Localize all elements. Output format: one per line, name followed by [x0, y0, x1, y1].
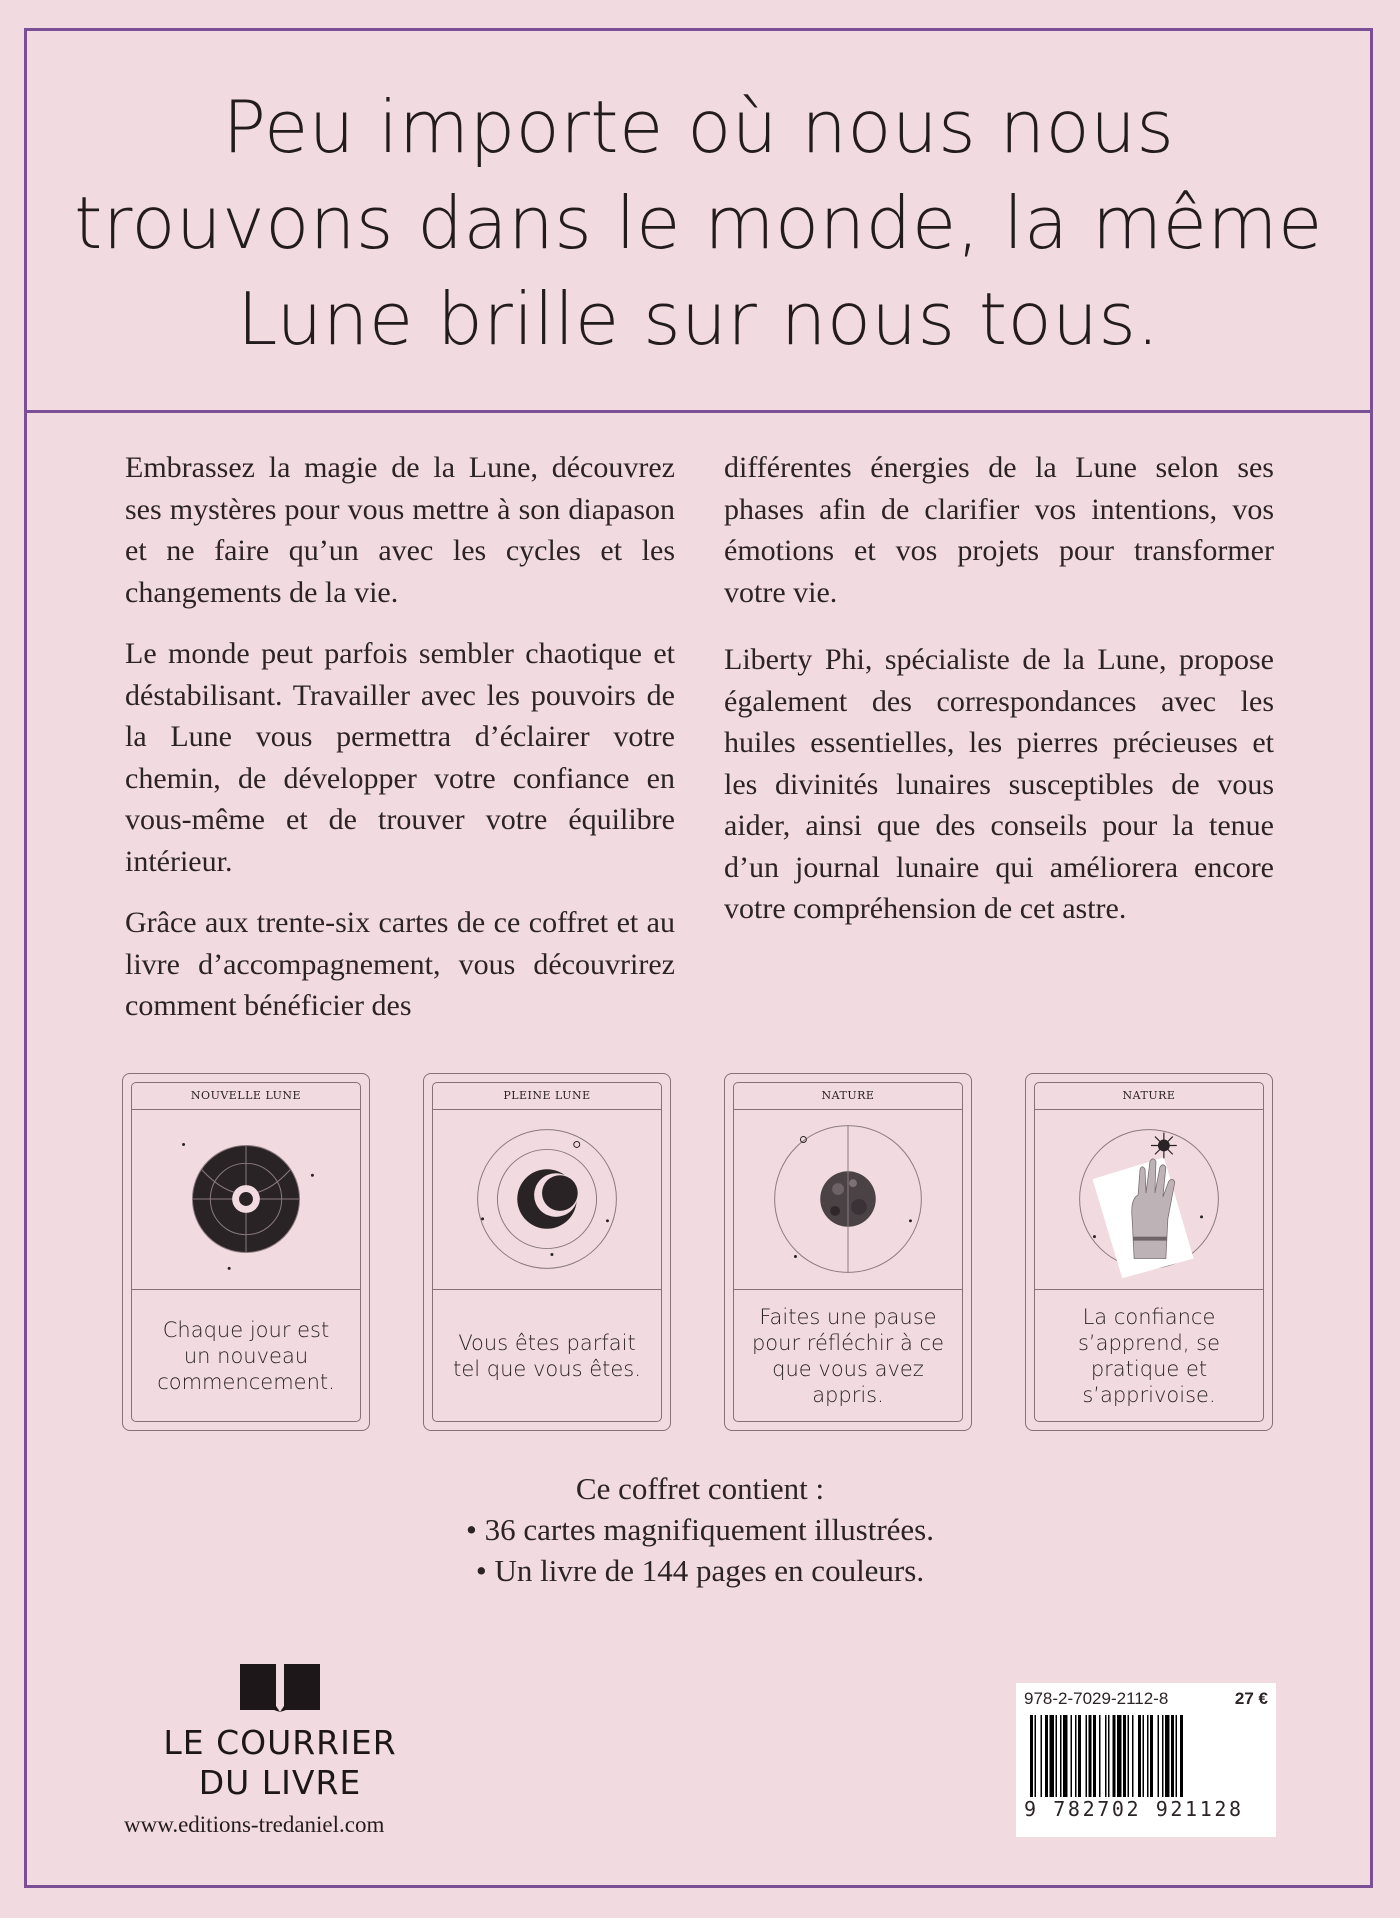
barcode-bar [1035, 1715, 1037, 1797]
barcode-bar [1089, 1715, 1092, 1797]
card-inner [733, 1082, 963, 1422]
barcode-box [1016, 1683, 1276, 1837]
box-contents [0, 1468, 1400, 1591]
contents-title: Ce coffret contient : [575, 1471, 825, 1506]
barcode-bar [1150, 1715, 1153, 1797]
barcode-bar [1165, 1715, 1170, 1797]
paragraph: Embrassez la magie de la Lune, découvrez ses mystères pour vous mettre à son diapason et ne faire qu’un avec les cycles et les changements de la vie. [125, 451, 675, 609]
publisher-name-line-1: LE COURRIER [163, 1723, 397, 1762]
card-inner [432, 1082, 662, 1422]
barcode-bar [1075, 1715, 1077, 1797]
card-caption: Faites une pause pour réfléchir à ce que vous avez appris. [734, 1289, 962, 1421]
headline-line-3: Lune brille sur nous tous. [237, 277, 1160, 361]
card-inner [131, 1082, 361, 1422]
headline-line-1: Peu importe où nous nous [222, 85, 1175, 169]
barcode-bars [1024, 1715, 1268, 1797]
card-nouvelle-lune [122, 1073, 370, 1431]
card-nature-1 [724, 1073, 972, 1431]
full-moon-illustration [433, 1109, 661, 1289]
barcode-bar [1117, 1715, 1122, 1797]
paragraph: différentes énergies de la Lune selon ses phases afin de clarifier vos intentions, vos émotions et vos projets pour transformer votre vie. [724, 451, 1274, 609]
website-link[interactable]: www.editions-tredaniel.com [124, 1812, 385, 1837]
card-inner [1034, 1082, 1264, 1422]
publisher-logo [150, 1662, 410, 1803]
price-tag: 27 € [1234, 1689, 1268, 1708]
paragraph: Grâce aux trente-six cartes de ce coffret et au livre d’accompagnement, vous découvrirez comment bénéficier des [125, 906, 675, 1022]
barcode-bar [1180, 1715, 1183, 1797]
barcode-bar [1078, 1715, 1081, 1797]
paragraph: Le monde peut parfois sembler chaotique et déstabilisant. Travailler avec les pouvoirs de la Lune vous permettra d’éclairer votre chemin, de développer votre confiance en vous-même et de trouver votre équilibre intérieur. [125, 637, 675, 878]
barcode-bar [1056, 1715, 1058, 1797]
contents-item: • 36 cartes magnifiquement illustrées. [466, 1512, 934, 1547]
barcode-bar [1045, 1715, 1048, 1797]
open-book-icon [238, 1662, 322, 1712]
barcode-bar [1132, 1715, 1134, 1797]
barcode-bar [1071, 1715, 1073, 1797]
barcode-bar [1093, 1715, 1096, 1797]
headline-line-2: trouvons dans le monde, la même [74, 181, 1323, 265]
card-caption: La confiance s’apprend, se pratique et s’apprivoise. [1035, 1289, 1263, 1421]
barcode-bar [1086, 1715, 1088, 1797]
barcode-bar [1176, 1715, 1178, 1797]
barcode-bar [1143, 1715, 1145, 1797]
card-nature-2 [1025, 1073, 1273, 1431]
card-pleine-lune [423, 1073, 671, 1431]
barcode-bar [1138, 1715, 1141, 1797]
card-caption: Vous êtes parfait tel que vous êtes. [433, 1289, 661, 1421]
card-label: NATURE [734, 1083, 962, 1110]
barcode-bar [1128, 1715, 1130, 1797]
barcode-bar [1108, 1715, 1110, 1797]
textured-moon-illustration [734, 1109, 962, 1289]
body-column-left [125, 447, 675, 1047]
headline-box [24, 28, 1373, 413]
barcode-bar [1113, 1715, 1116, 1797]
barcode-bar [1030, 1715, 1033, 1797]
barcode-digits: 9 782702 921128 [1024, 1797, 1244, 1821]
card-label: NATURE [1035, 1083, 1263, 1110]
new-moon-illustration [132, 1109, 360, 1289]
card-label: PLEINE LUNE [433, 1083, 661, 1110]
barcode-bar [1105, 1715, 1107, 1797]
barcode-bar [1099, 1715, 1101, 1797]
publisher-name-line-2: DU LIVRE [198, 1763, 362, 1802]
barcode-bar [1123, 1715, 1126, 1797]
barcode-bar [1041, 1715, 1043, 1797]
isbn-number: 978-2-7029-2112-8 [1024, 1689, 1169, 1708]
barcode-bar [1147, 1715, 1149, 1797]
contents-item: • Un livre de 144 pages en couleurs. [475, 1553, 925, 1588]
card-label: NOUVELLE LUNE [132, 1083, 360, 1110]
hand-and-star-illustration [1035, 1109, 1263, 1289]
barcode-bar [1158, 1715, 1160, 1797]
barcode-bar [1171, 1715, 1174, 1797]
card-row [0, 1073, 1400, 1433]
body-column-right [724, 447, 1274, 950]
paragraph: Liberty Phi, spécialiste de la Lune, propose également des correspondances avec les huiles essentielles, les pierres précieuses et les divinités lunaires susceptibles de vous aider, ainsi que des conseils pour la tenue d’un journal lunaire qui améliorera encore votre compréhension de cet astre. [724, 643, 1274, 925]
barcode-bar [1060, 1715, 1062, 1797]
publisher-name [150, 1723, 410, 1803]
barcode-bar [1063, 1715, 1068, 1797]
barcode-bar [1162, 1715, 1164, 1797]
barcode-bar [1050, 1715, 1055, 1797]
card-caption: Chaque jour est un nouveau commencement. [132, 1289, 360, 1421]
